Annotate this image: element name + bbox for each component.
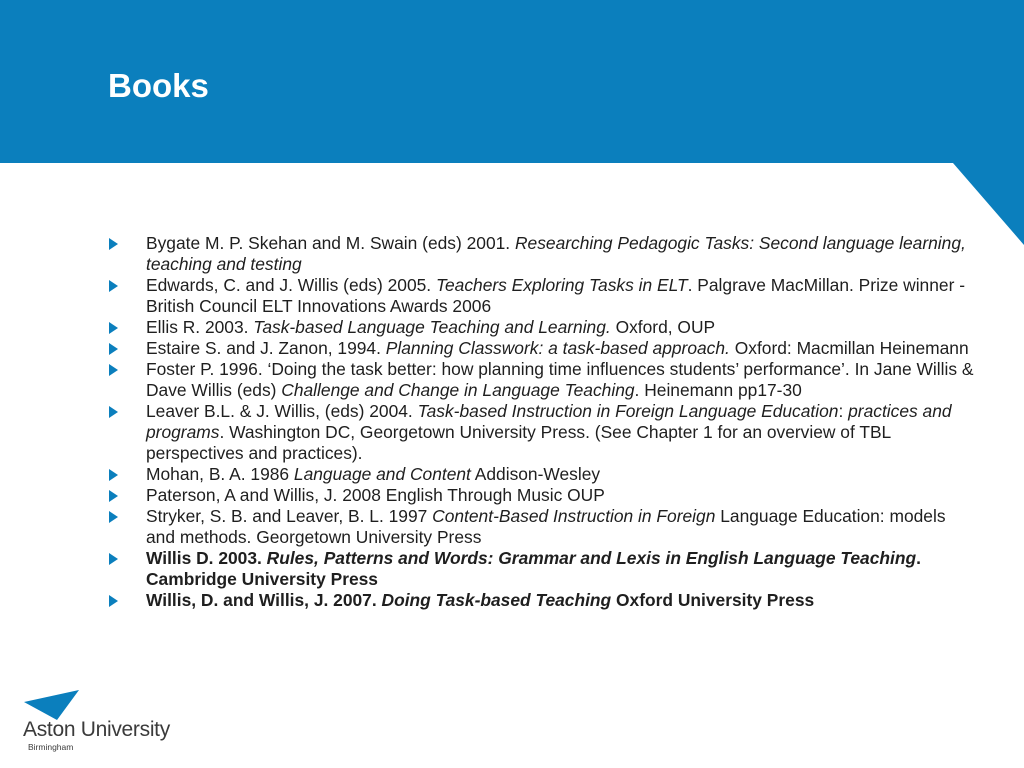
reference-text-segment: Rules, Patterns and Words: Grammar and Lexis in English Language Teaching xyxy=(266,548,917,568)
reference-text-segment: Addison-Wesley xyxy=(470,464,601,484)
reference-text-segment: Researching Pedagogic Tasks: Second language learning, teaching and testing xyxy=(146,233,966,274)
reference-text-segment: Oxford: Macmillan Heinemann xyxy=(729,338,969,358)
reference-text-segment: Doing Task-based Teaching xyxy=(381,590,612,610)
bullet-triangle-icon xyxy=(109,280,118,292)
reference-text-segment: Foster P. 1996. ‘Doing the task better: how planning time influences students’ performance’. In Jane Willis & Dave Willis (eds) xyxy=(146,359,974,400)
bullet-triangle-icon xyxy=(109,343,118,355)
reference-text-segment: . Washington DC, Georgetown University Press. (See Chapter 1 for an overview of TBL perspectives and practices). xyxy=(146,422,891,463)
reference-item xyxy=(105,485,975,506)
reference-text-segment: Estaire S. and J. Zanon, 1994. xyxy=(146,338,386,358)
reference-text-segment: . Cambridge University Press xyxy=(146,548,921,589)
reference-text-segment: Bygate M. P. Skehan and M. Swain (eds) 2001. xyxy=(146,233,515,253)
reference-item xyxy=(105,401,975,464)
reference-text-segment: Edwards, C. and J. Willis (eds) 2005. xyxy=(146,275,436,295)
reference-text-segment: Willis D. 2003. xyxy=(146,548,267,568)
reference-text-segment: Oxford University Press xyxy=(611,590,815,610)
reference-item xyxy=(105,233,975,275)
logo-city: Birmingham xyxy=(28,742,74,752)
reference-item xyxy=(105,506,975,548)
reference-text-segment: : xyxy=(838,401,849,421)
bullet-triangle-icon xyxy=(109,553,118,565)
bullet-triangle-icon xyxy=(109,364,118,376)
reference-text-segment: Teachers Exploring Tasks in ELT xyxy=(435,275,688,295)
reference-text-segment: . Heinemann pp17-30 xyxy=(634,380,802,400)
reference-text-segment: Oxford, OUP xyxy=(610,317,716,337)
logo-university-name: Aston University xyxy=(23,718,170,741)
reference-text-segment: Language Education: models and methods. Georgetown University Press xyxy=(146,506,946,547)
reference-text-segment: Challenge and Change in Language Teaching xyxy=(281,380,635,400)
bullet-triangle-icon xyxy=(109,406,118,418)
bullet-triangle-icon xyxy=(109,490,118,502)
bullet-triangle-icon xyxy=(109,469,118,481)
bullet-triangle-icon xyxy=(109,595,118,607)
page-title: Books xyxy=(108,67,209,104)
reference-text-segment: Stryker, S. B. and Leaver, B. L. 1997 xyxy=(146,506,433,526)
reference-text-segment: Task-based Instruction in Foreign Language Education xyxy=(417,401,839,421)
reference-item xyxy=(105,359,975,401)
reference-text-segment: Language and Content xyxy=(293,464,471,484)
banner-shape xyxy=(0,0,1024,245)
reference-text-segment: Content-Based Instruction in Foreign xyxy=(432,506,716,526)
reference-item xyxy=(105,338,975,359)
bullet-triangle-icon xyxy=(109,322,118,334)
reference-text-segment: Willis, D. and Willis, J. 2007. xyxy=(146,590,382,610)
reference-text-segment: . Palgrave MacMillan. Prize winner - British Council ELT Innovations Awards 2006 xyxy=(146,275,965,316)
reference-text-segment: Task-based Language Teaching and Learning. xyxy=(253,317,611,337)
reference-text-segment: Paterson, A and Willis, J. 2008 English Through Music OUP xyxy=(146,485,605,505)
reference-item xyxy=(105,590,975,611)
reference-text-segment: Ellis R. 2003. xyxy=(146,317,254,337)
reference-item xyxy=(105,275,975,317)
title-banner xyxy=(0,0,1024,163)
reference-text-segment: practices and programs xyxy=(146,401,952,442)
reference-list xyxy=(105,233,975,611)
reference-text-segment: Planning Classwork: a task-based approach. xyxy=(385,338,730,358)
bullet-triangle-icon xyxy=(109,238,118,250)
reference-item xyxy=(105,548,975,590)
bullet-triangle-icon xyxy=(109,511,118,523)
reference-item xyxy=(105,317,975,338)
aston-university-logo xyxy=(22,690,182,760)
reference-text-segment: Leaver B.L. & J. Willis, (eds) 2004. xyxy=(146,401,418,421)
reference-item xyxy=(105,464,975,485)
reference-text-segment: Mohan, B. A. 1986 xyxy=(146,464,294,484)
